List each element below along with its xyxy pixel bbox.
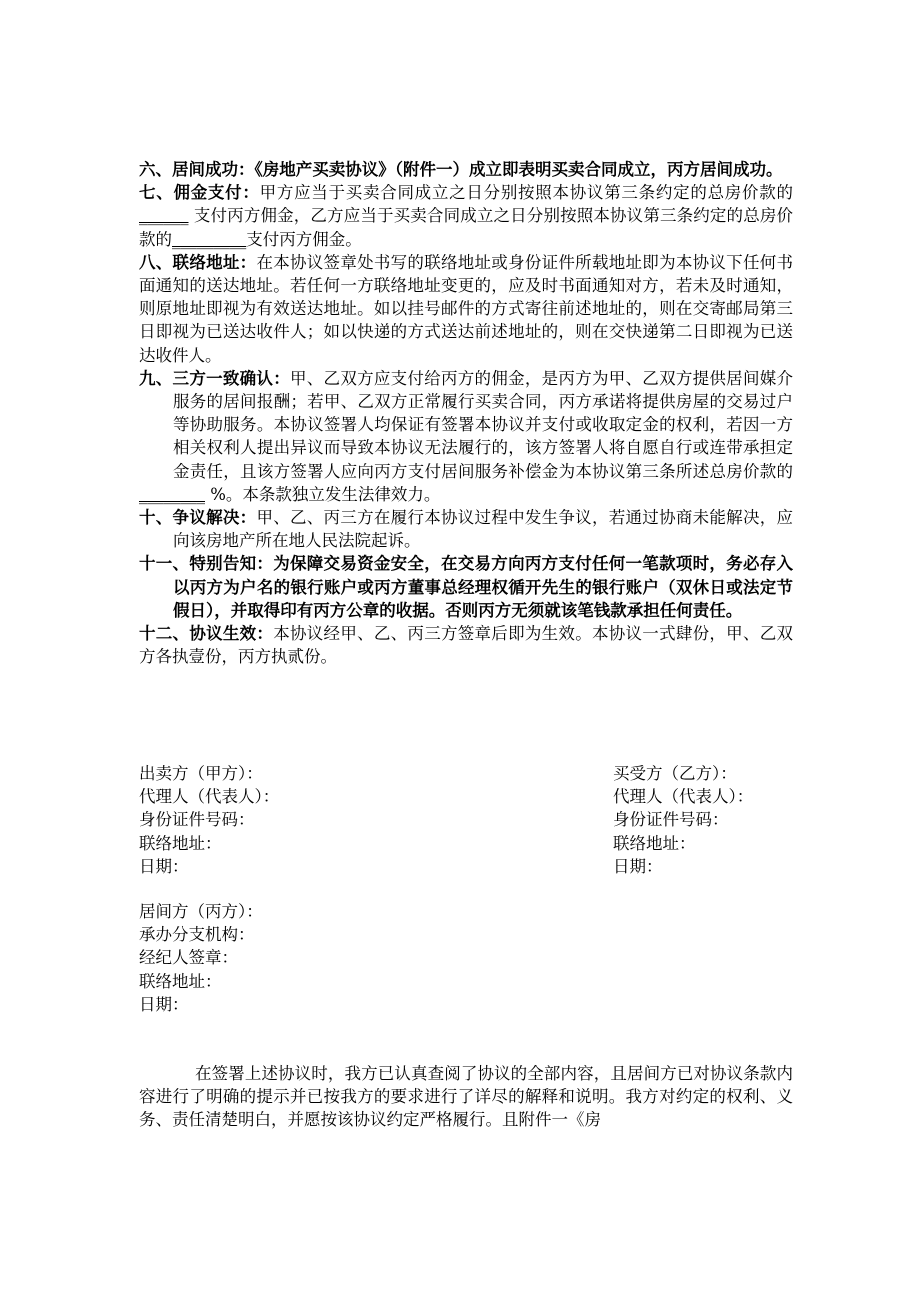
broker-date-label[interactable]: 日期：	[139, 994, 189, 1014]
commission-blank-2[interactable]: _________	[172, 229, 247, 249]
clause-11	[139, 552, 793, 622]
clauses-block	[139, 158, 793, 668]
clause-11-head: 十一、特别告知：	[139, 554, 274, 574]
clause-10-head: 十、争议解决：	[139, 508, 257, 528]
clause-12-text: 本协议经甲、乙、丙三方签章后即为生效。本协议一式肆份，甲、乙双方各执壹份，丙方执贰份。	[139, 624, 794, 667]
buyer-date-label[interactable]: 日期：	[613, 856, 663, 876]
seller-signature-block	[139, 762, 279, 878]
buyer-id-label[interactable]: 身份证件号码：	[613, 810, 729, 830]
clause-6	[139, 158, 793, 181]
closing-statement: 在签署上述协议时，我方已认真查阅了协议的全部内容，且居间方已对协议条款内容进行了明确的提示并已按我方的要求进行了详尽的解释和说明。我方对约定的权利、义务、责任清楚明白，并愿按该协议约定严格履行。且附件一《房	[139, 1064, 793, 1130]
clause-6-head: 六、居间成功：	[139, 160, 255, 179]
clause-10	[139, 506, 793, 552]
clause-9	[139, 367, 793, 506]
clause-7-text-3: 支付丙方佣金。	[246, 229, 362, 249]
clause-8	[139, 251, 793, 367]
buyer-signature-block	[613, 762, 753, 878]
broker-signature-block	[139, 900, 263, 1016]
broker-party-label[interactable]: 居间方（丙方）：	[139, 902, 263, 921]
broker-branch-label[interactable]: 承办分支机构：	[139, 925, 255, 945]
clause-9-text-1: 甲、乙双方应支付给丙方的佣金，是丙方为甲、乙双方提供居间媒介服务的居间报酬；若甲、乙双方正常履行买卖合同，丙方承诺将提供房屋的交易过户等协助服务。本协议签署人均保证有签署本协议并支付或收取定金的权利，若因一方相关权利人提出异议而导致本协议无法履行的，该方签署人将自愿自行或连带承担定金责任，且该方签署人应向丙方支付居间服务补偿金为本协议第三条所述总房价款的	[173, 368, 794, 481]
seller-id-label[interactable]: 身份证件号码：	[139, 810, 255, 830]
clause-7-text-2: 支付丙方佣金，乙方应当于买卖合同成立之日分别按照本协议第三条约定的总房价款的	[139, 206, 793, 249]
seller-agent-label[interactable]: 代理人（代表人）：	[139, 787, 280, 807]
clause-12	[139, 622, 793, 668]
seller-address-label[interactable]: 联络地址：	[139, 833, 222, 853]
commission-blank-1[interactable]: ______	[139, 206, 189, 226]
clause-7-head: 七、佣金支付：	[139, 183, 260, 203]
clause-7-text-1: 甲方应当于买卖合同成立之日分别按照本协议第三条约定的总房价款的	[259, 183, 794, 203]
clause-10-text: 甲、乙、丙三方在履行本协议过程中发生争议，若通过协商未能解决，应向该房地产所在地人民法院起诉。	[173, 508, 794, 551]
buyer-party-label[interactable]: 买受方（乙方）：	[613, 764, 737, 783]
buyer-agent-label[interactable]: 代理人（代表人）：	[613, 787, 754, 807]
buyer-address-label[interactable]: 联络地址：	[613, 833, 696, 853]
clause-11-text: 为保障交易资金安全，在交易方向丙方支付任何一笔款项时，务必存入以丙方为户名的银行账户或丙方董事总经理权循开先生的银行账户（双休日或法定节假日），并取得印有丙方公章的收据。否则丙方无须就该笔钱款承担任何责任。	[173, 554, 794, 620]
seller-party-label[interactable]: 出卖方（甲方）：	[139, 764, 263, 783]
clause-12-head: 十二、协议生效：	[139, 624, 274, 644]
clause-6-text: 《房地产买卖协议》（附件一）成立即表明买卖合同成立，丙方居间成功。	[254, 160, 783, 179]
broker-address-label[interactable]: 联络地址：	[139, 971, 222, 991]
clause-7	[139, 181, 793, 251]
seller-date-label[interactable]: 日期：	[139, 856, 189, 876]
broker-agent-sign-label[interactable]: 经纪人签章：	[139, 948, 238, 968]
clause-8-head: 八、联络地址：	[139, 252, 257, 272]
clause-9-text-2: %。本条款独立发生法律效力。	[205, 484, 441, 504]
clause-8-text: 在本协议签章处书写的联络地址或身份证件所载地址即为本协议下任何书面通知的送达地址。若任何一方联络地址变更的，应及时书面通知对方，若未及时通知，则原地址即视为有效送达地址。如以挂号邮件的方式寄往前述地址的，则在交寄邮局第三日即视为已送达收件人；如以快递的方式送达前述地址的，则在交快递第二日即视为已送达收件人。	[139, 252, 794, 365]
compensation-blank[interactable]: ________	[139, 484, 205, 504]
clause-9-head: 九、三方一致确认：	[139, 368, 290, 388]
